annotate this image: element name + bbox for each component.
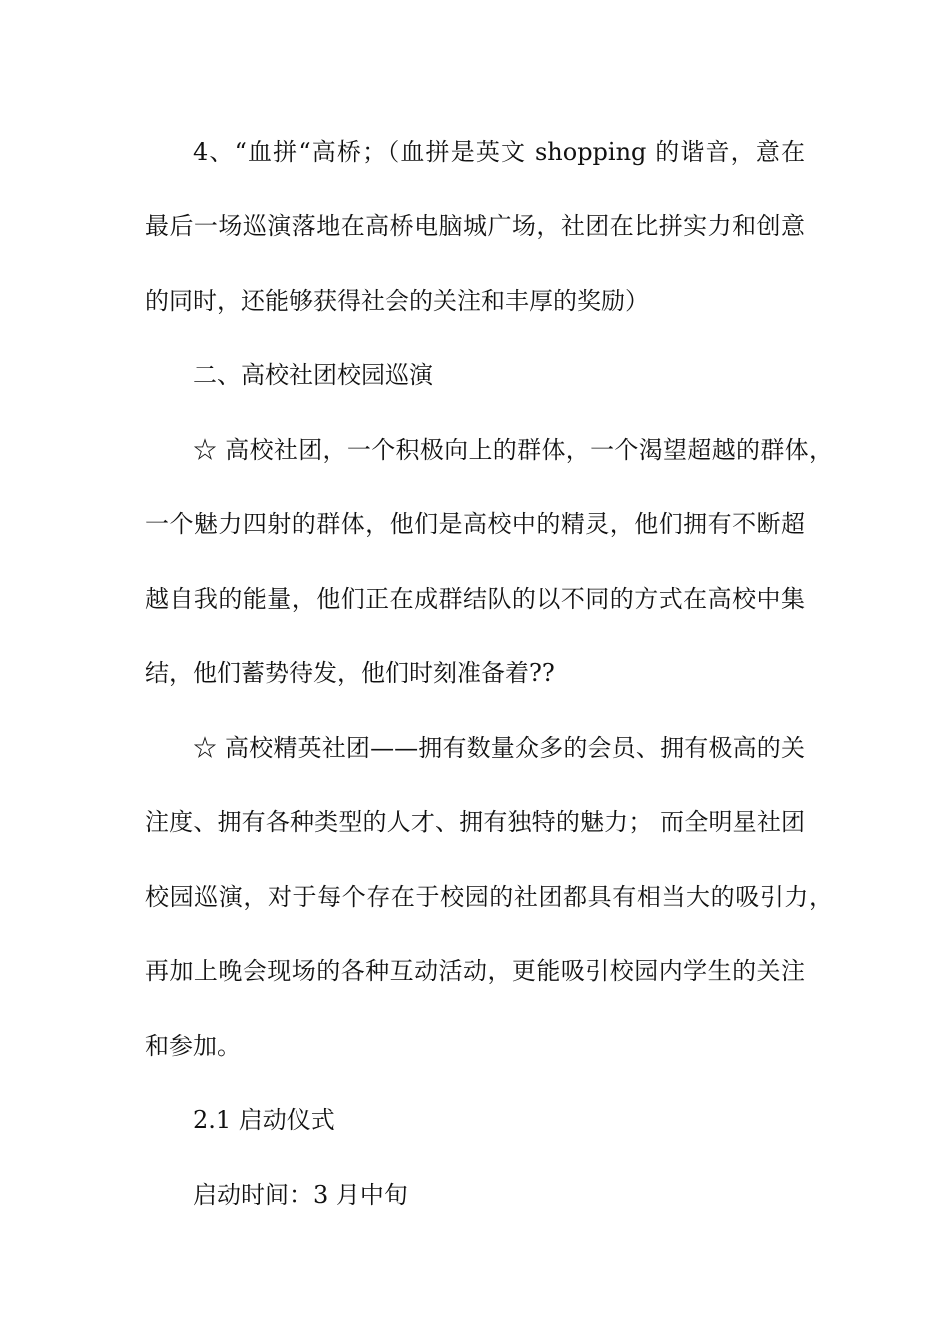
- text-line-9: ☆ 高校精英社团——拥有数量众多的会员、拥有极高的关: [193, 734, 805, 762]
- text-line-12: 再加上晚会现场的各种互动活动，更能吸引校园内学生的关注: [145, 957, 805, 985]
- text-line-8: 结，他们蓄势待发，他们时刻准备着??: [145, 659, 555, 687]
- text-line-7: 越自我的能量，他们正在成群结队的以不同的方式在高校中集: [145, 585, 805, 613]
- text-line-13: 和参加。: [145, 1032, 241, 1060]
- text-line-10: 注度、拥有各种类型的人才、拥有独特的魅力； 而全明星社团: [145, 808, 805, 836]
- text-line-11: 校园巡演，对于每个存在于校园的社团都具有相当大的吸引力，: [145, 883, 833, 911]
- text-line-5: ☆ 高校社团，一个积极向上的群体，一个渴望超越的群体，: [193, 436, 833, 464]
- text-line-3: 的同时，还能够获得社会的关注和丰厚的奖励）: [145, 287, 649, 315]
- subsection-heading: 2.1 启动仪式: [193, 1106, 335, 1134]
- section-heading: 二、高校社团校园巡演: [193, 361, 433, 389]
- start-time-line: 启动时间：3 月中旬: [193, 1181, 408, 1209]
- text-line-6: 一个魅力四射的群体，他们是高校中的精灵，他们拥有不断超: [145, 510, 805, 538]
- text-line-2: 最后一场巡演落地在高桥电脑城广场，社团在比拼实力和创意: [145, 212, 805, 240]
- text-line-1: 4、“血拼“高桥；（血拼是英文 shopping 的谐音，意在: [193, 138, 805, 166]
